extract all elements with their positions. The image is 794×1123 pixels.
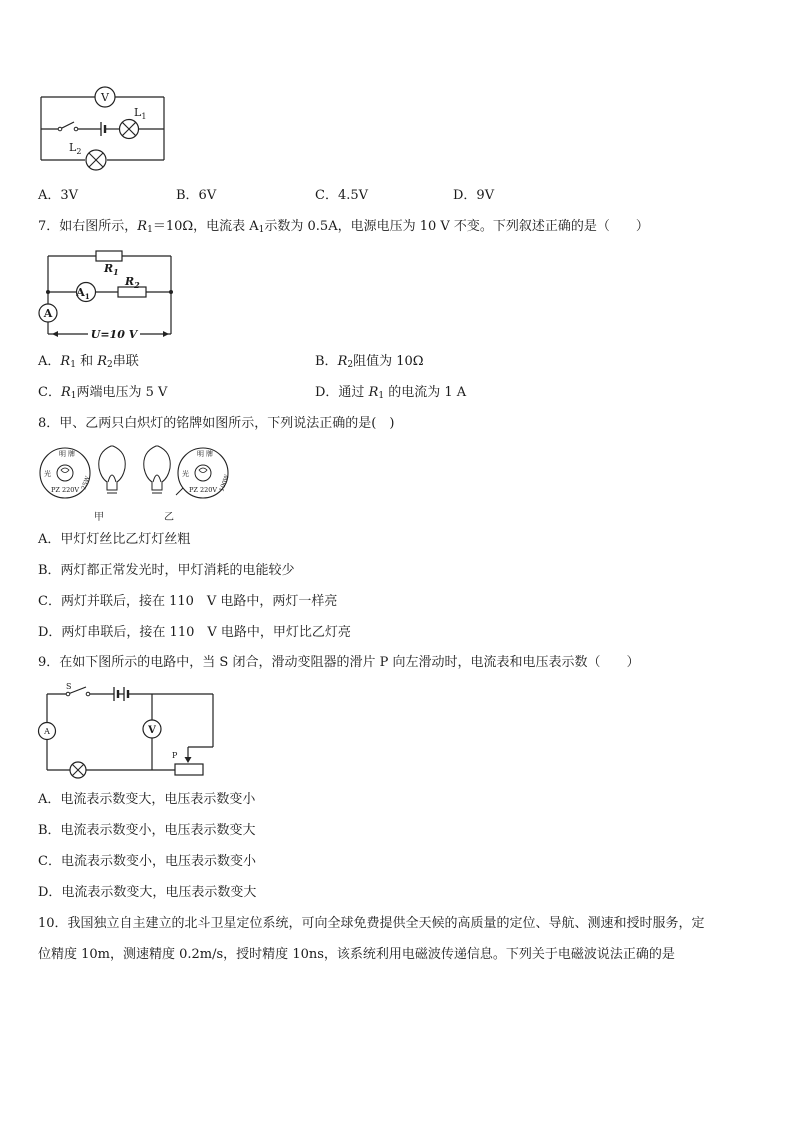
rheostat-icon xyxy=(175,764,203,775)
q8-nameplate-figure xyxy=(38,440,238,524)
q7-circuit-diagram xyxy=(38,246,178,342)
q7-option-b: B．$R_2$阻值为 10Ω xyxy=(315,354,424,370)
q6-option-c: C．4.5V xyxy=(315,188,369,203)
bulb-yi-icon xyxy=(144,446,171,493)
slider-label: P xyxy=(172,751,178,760)
q9-circuit-diagram xyxy=(38,682,218,780)
voltmeter-label: V xyxy=(101,91,109,104)
switch-label: S xyxy=(66,682,72,691)
bulb-jia-icon xyxy=(99,446,126,493)
q10-stem-line1: 10．我国独立自主建立的北斗卫星定位系统，可向全球免费提供全天候的高质量的定位、导航、测速和授时服务，定 xyxy=(38,916,705,931)
lamp-l1-label: $L_1$ xyxy=(134,106,147,121)
q8-stem: 8．甲、乙两只白炽灯的铭牌如图所示，下列说法正确的是( ) xyxy=(38,416,395,431)
lamp-icon xyxy=(70,762,86,778)
ammeter-a-label: A xyxy=(43,307,53,320)
left-plate-bottom: PZ 220V xyxy=(51,486,80,494)
resistor-r2-label: $R_2$ xyxy=(125,275,140,290)
label-jia: 甲 xyxy=(94,512,104,523)
right-plate-left: 光 xyxy=(182,470,189,478)
q6-option-d: D．9V xyxy=(453,188,495,203)
q6-option-b: B．6V xyxy=(176,188,217,203)
q8-option-b: B．两灯都正常发光时，甲灯消耗的电能较少 xyxy=(38,563,295,578)
q7-option-c: C．$R_1$两端电压为 5 V xyxy=(38,385,168,401)
q8-option-d: D．两灯串联后，接在 110 V 电路中，甲灯比乙灯亮 xyxy=(38,625,351,640)
right-plate-right: 100W xyxy=(218,473,231,493)
lamp-l1-icon xyxy=(120,120,139,139)
left-plate-left: 光 xyxy=(44,470,51,478)
battery-icon xyxy=(101,122,105,136)
voltmeter-label: V xyxy=(148,725,156,736)
q6-option-a: A．3V xyxy=(38,188,79,203)
right-plate-top2: 牌 xyxy=(206,450,213,458)
q6-circuit-diagram xyxy=(38,84,168,164)
left-plate-top2: 牌 xyxy=(68,450,75,458)
q7-stem: 7．如右图所示，$R_1=10\Omega$，电流表 $A_1$示数为 0.5A，电源电压为 10 V 不变。下列叙述正确的是（ ） xyxy=(38,219,649,235)
q8-option-c: C．两灯并联后，接在 110 V 电路中，两灯一样亮 xyxy=(38,594,338,609)
q9-option-a: A．电流表示数变大，电压表示数变小 xyxy=(38,792,256,807)
label-yi: 乙 xyxy=(164,512,174,523)
q10-stem-line2: 位精度 10m，测速精度 0.2m/s，授时精度 10ns，该系统利用电磁波传递信息。下列关于电磁波说法正确的是 xyxy=(38,947,675,962)
q7-option-a: A．$R_1$ 和 $R_2$串联 xyxy=(38,354,139,370)
resistor-r1-label: $R_1$ xyxy=(104,262,119,277)
left-plate-right: 25W xyxy=(80,475,92,491)
q9-stem: 9．在如下图所示的电路中，当 S 闭合，滑动变阻器的滑片 P 向左滑动时，电流表和电压表示数（ ） xyxy=(38,655,640,670)
ammeter-a1-label: $A_1$ xyxy=(76,286,90,301)
left-plate-top1: 明 xyxy=(59,450,66,458)
q7-option-d: D．通过 $R_1$ 的电流为 1 A xyxy=(315,385,467,401)
lamp-l2-label: $L_2$ xyxy=(69,141,82,156)
ammeter-label: A xyxy=(44,727,50,736)
resistor-r1-icon xyxy=(96,251,122,261)
q8-option-a: A．甲灯灯丝比乙灯灯丝粗 xyxy=(38,532,191,547)
lamp-l2-icon xyxy=(86,150,106,170)
right-plate-bottom: PZ 220V xyxy=(189,486,218,494)
right-plate-top1: 明 xyxy=(197,450,204,458)
q9-option-b: B．电流表示数变小，电压表示数变大 xyxy=(38,823,256,838)
voltage-label: U=10 V xyxy=(90,328,138,341)
q9-option-d: D．电流表示数变大，电压表示数变大 xyxy=(38,885,257,900)
q9-option-c: C．电流表示数变小，电压表示数变小 xyxy=(38,854,256,869)
resistor-r2-icon xyxy=(118,287,146,297)
